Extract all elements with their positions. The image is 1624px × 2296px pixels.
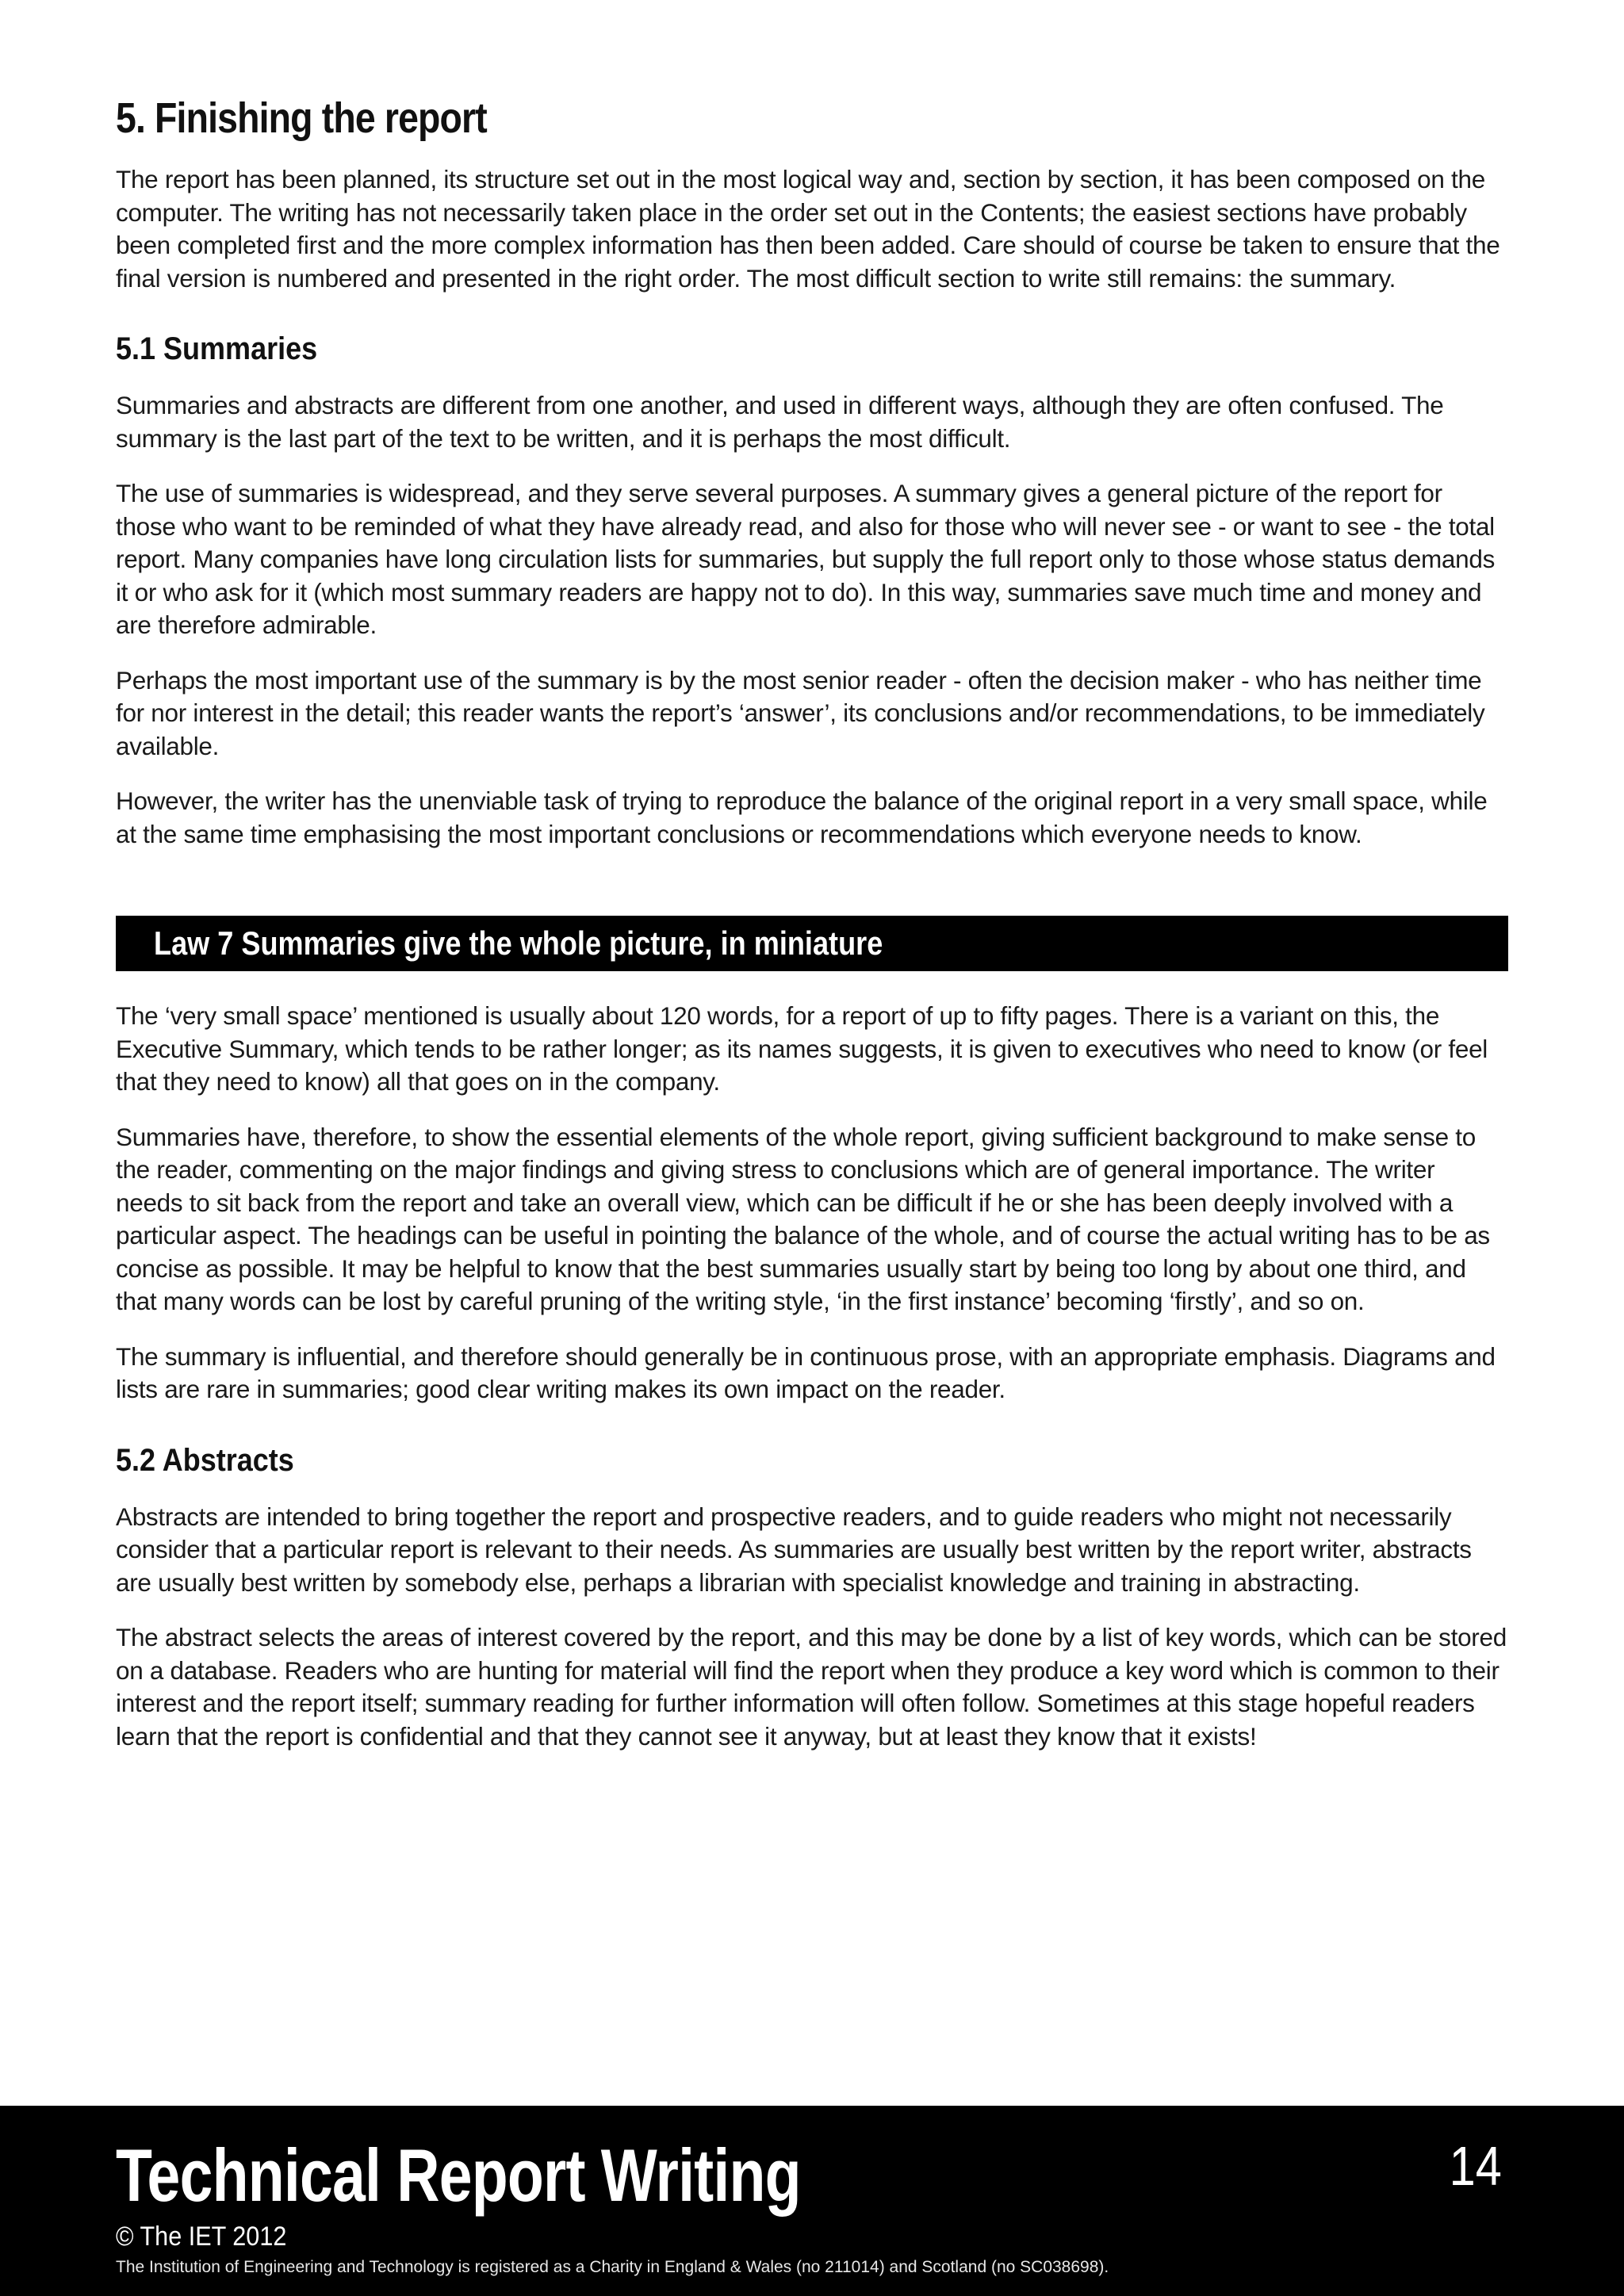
law-paragraph-1: The ‘very small space’ mentioned is usually about 120 words, for a report of up to fifty pages. There is a variant on this, the Executive Summary, which tends to be rather longer; as its names suggests, it is given to executives who need to know (or feel that they need to know) all that goes on in the company.	[116, 1001, 1488, 1096]
abstracts-heading: 5.2 Abstracts	[116, 1442, 294, 1478]
law-paragraph-3: The summary is influential, and therefore should generally be in continuous prose, with an appropriate emphasis. Diagrams and lists are rare in summaries; good clear writing makes its own impact on the reader.	[116, 1341, 1496, 1403]
law-text: Law 7 Summaries give the whole picture, in miniature	[154, 924, 883, 962]
page-number: 14	[1449, 2135, 1502, 2197]
abstracts-paragraph-1: Abstracts are intended to bring together the report and prospective readers, and to guide readers who might not necessarily consider that a particular report is relevant to their needs. As summaries are usually best written by the report writer, abstracts are usually best written by somebody else, perhaps a librarian with specialist knowledge and training in abstracting.	[116, 1502, 1472, 1597]
page-footer	[0, 2106, 1624, 2296]
section-title: 5. Finishing the report	[116, 94, 487, 142]
summaries-paragraph-1: Summaries and abstracts are different from one another, and used in different ways, although they are often confused. The summary is the last part of the text to be written, and it is perhaps the most difficult.	[116, 391, 1444, 453]
abstracts-paragraph-2: The abstract selects the areas of interest covered by the report, and this may be done by a list of key words, which can be stored on a database. Readers who are hunting for material will find the report when they produce a key word which is common to their interest and the report itself; summary reading for further information will often follow. Sometimes at this stage hopeful readers learn that the report is confidential and that they cannot see it anyway, but at least they know that it exists!	[116, 1623, 1507, 1751]
page-content	[116, 94, 1508, 1775]
summaries-paragraph-4: However, the writer has the unenviable task of trying to reproduce the balance of the original report in a very small space, while at the same time emphasising the most important conclusions or recommendations which everyone needs to know.	[116, 786, 1488, 848]
section-intro: The report has been planned, its structure set out in the most logical way and, section by section, it has been composed on the computer. The writing has not necessarily taken place in the order set out in the Contents; the easiest sections have probably been completed first and the more complex information has then been added. Care should of course be taken to ensure that the final version is numbered and presented in the right order. The most difficult section to write still remains: the summary.	[116, 165, 1500, 293]
charity-notice: The Institution of Engineering and Technology is registered as a Charity in England & Wales (no 211014) and Scotland (no SC038698).	[116, 2258, 1109, 2276]
summaries-paragraph-2: The use of summaries is widespread, and they serve several purposes. A summary gives a general picture of the report for those who want to be reminded of what they have already read, and also for those who will never see - or want to see - the total report. Many companies have long circulation lists for summaries, but supply the full report only to those whose status demands it or who ask for it (which most summary readers are happy not to do). In this way, summaries save much time and money and are therefore admirable.	[116, 479, 1496, 639]
summaries-heading: 5.1 Summaries	[116, 331, 318, 366]
law-paragraph-2: Summaries have, therefore, to show the essential elements of the whole report, giving sufficient background to make sense to the reader, commenting on the major findings and giving stress to conclusions which are of general importance. The writer needs to sit back from the report and take an overall view, which can be difficult if he or she has been deeply involved with a particular aspect. The headings can be useful in pointing the balance of the whole, and of course the actual writing has to be as concise as possible. It may be helpful to know that the best summaries usually start by being too long by about one third, and that many words can be lost by careful pruning of the writing style, ‘in the first instance’ becoming ‘firstly’, and so on.	[116, 1122, 1490, 1315]
copyright-notice: © The IET 2012	[116, 2221, 287, 2252]
summaries-paragraph-3: Perhaps the most important use of the summary is by the most senior reader - often the decision maker - who has neither time for nor interest in the detail; this reader wants the report’s ‘answer’, its conclusions and/or recommendations, to be immediately available.	[116, 665, 1485, 760]
law-callout	[116, 916, 1508, 971]
document-title: Technical Report Writing	[116, 2133, 801, 2217]
